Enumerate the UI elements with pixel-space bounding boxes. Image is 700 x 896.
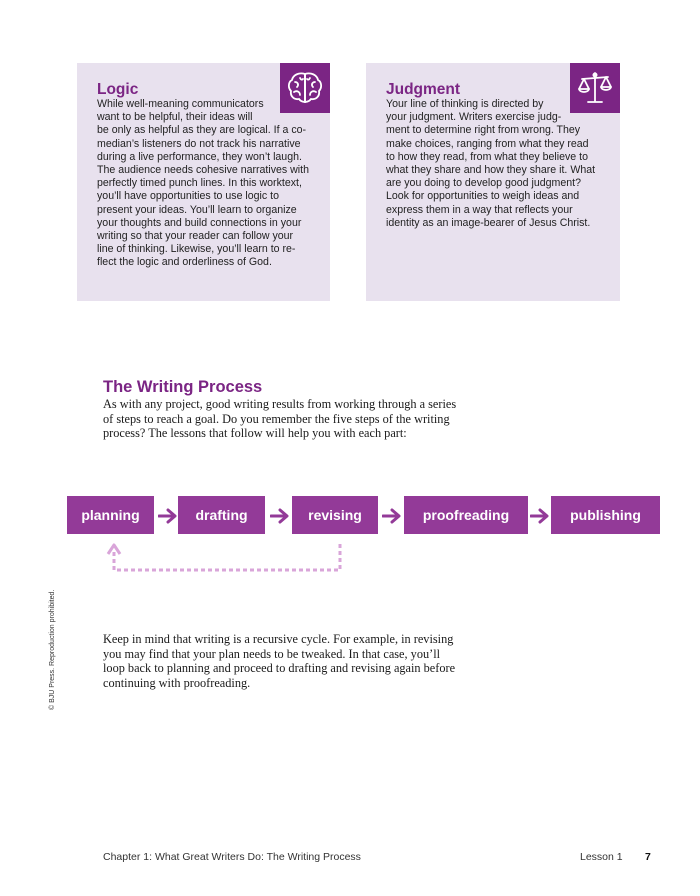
step-planning: planning xyxy=(67,496,154,534)
brain-icon xyxy=(280,63,330,113)
judgment-text: Your line of thinking is directed by your judgment. Writers exercise judg- ment to determine right from wrong. They make choices, ranging from what they read to how they read, from what they believe to what they share and how they share it. What are you doing to develop good judgment? Look for opportunities to weigh ideas and express them in a way that reflects your identity as an image-bearer of Jesus Christ. xyxy=(386,98,596,229)
writing-process-intro: As with any project, good writing results from working through a series of steps to reach a goal. Do you remember the five steps of the writing process? The lessons that follow will help you with each part: xyxy=(103,397,457,441)
judgment-title: Judgment xyxy=(386,81,461,98)
footer-lesson: Lesson 1 xyxy=(580,851,623,863)
step-proofreading: proofreading xyxy=(404,496,528,534)
arrow-right-icon xyxy=(158,508,178,524)
scales-icon xyxy=(570,63,620,113)
arrow-right-icon xyxy=(530,508,550,524)
judgment-card xyxy=(366,63,620,301)
footer-chapter: Chapter 1: What Great Writers Do: The Writing Process xyxy=(103,851,361,863)
logic-card xyxy=(77,63,330,301)
step-publishing: publishing xyxy=(551,496,660,534)
step-revising: revising xyxy=(292,496,378,534)
arrow-right-icon xyxy=(270,508,290,524)
page-number: 7 xyxy=(645,851,651,863)
writing-process-diagram xyxy=(0,490,700,580)
recursive-cycle-text: Keep in mind that writing is a recursive cycle. For example, in revising you may find that your plan needs to be tweaked. In that case, you’ll loop back to planning and proceed to drafting and revising again before continuing with proofreading. xyxy=(103,632,456,690)
copyright-notice: © BJU Press. Reproduction prohibited. xyxy=(49,589,56,710)
arrow-right-icon xyxy=(382,508,402,524)
logic-title: Logic xyxy=(97,81,139,98)
loop-back-arrow-icon xyxy=(104,540,350,576)
writing-process-title: The Writing Process xyxy=(103,378,263,396)
logic-text: While well-meaning communicators want to be helpful, their ideas will be only as helpful as they are logical. If a co- median’s listeners do not track his narrative during a live performance, they won’t laugh. The audience needs cohesive narratives with perfectly timed punch lines. In this worktext, you’ll have opportunities to use logic to present your ideas. You’ll learn to organize your thoughts and build connections in your writing so that your reader can follow your line of thinking. Likewise, you’ll learn to re- flect the logic and orderliness of God. xyxy=(97,98,309,269)
step-drafting: drafting xyxy=(178,496,265,534)
